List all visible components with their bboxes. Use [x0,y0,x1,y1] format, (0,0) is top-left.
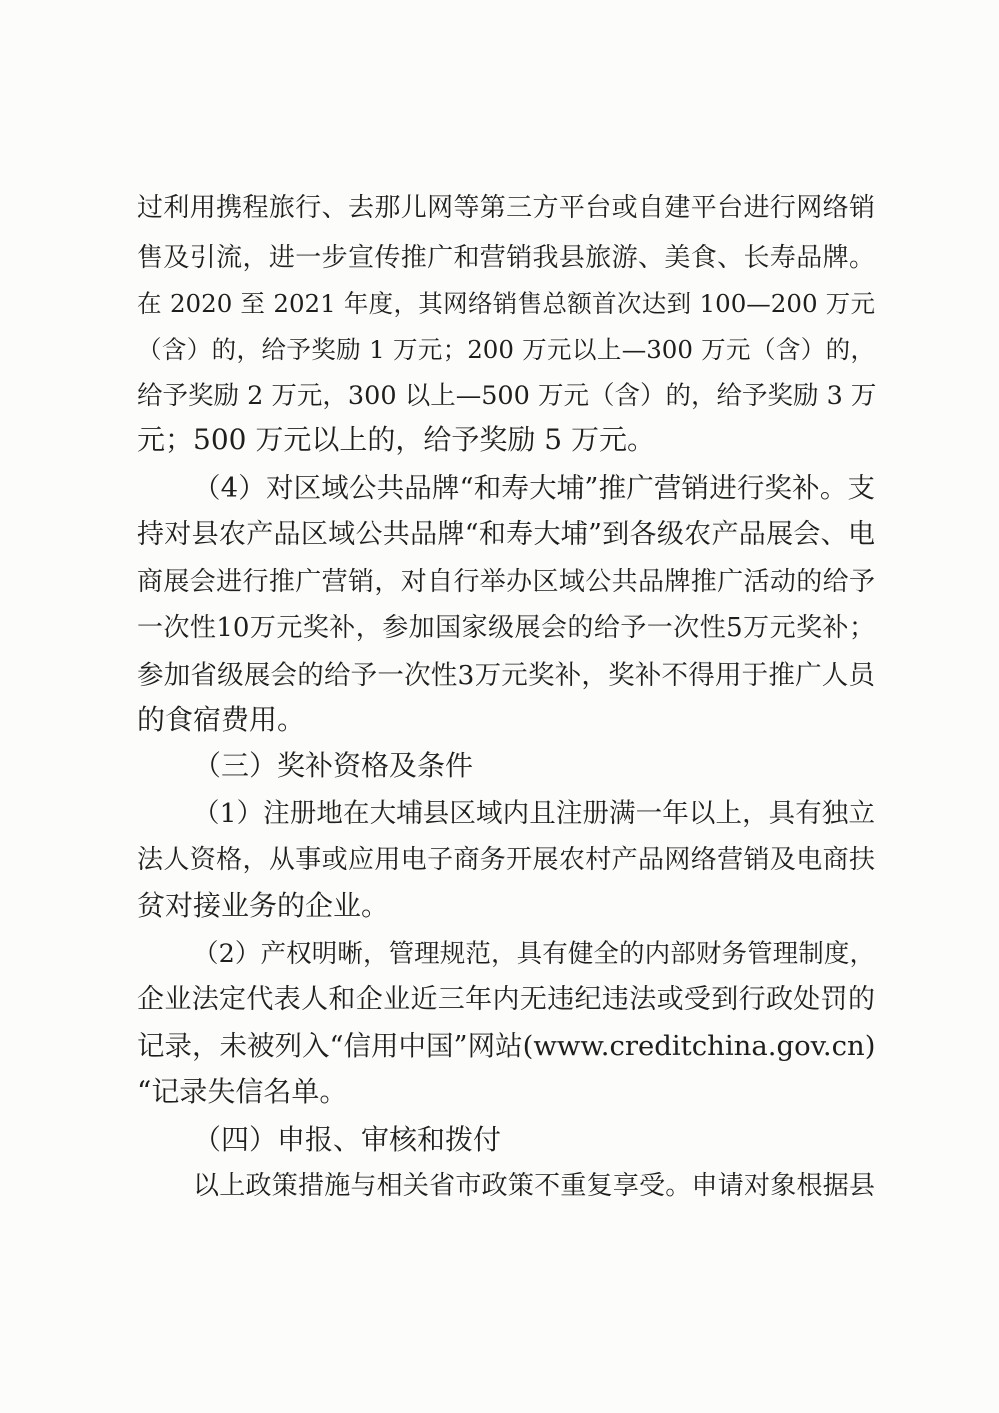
body-line: 元；500 万元以上的，给予奖励 5 万元。 [137,423,655,456]
body-line: “记录失信名单。 [137,1075,348,1108]
body-line: 持对县农产品区域公共品牌“和寿大埔”到各级农产品展会、电 [137,519,875,550]
body-line: （含）的，给予奖励 1 万元；200 万元以上—300 万元（含）的， [137,335,875,364]
body-line: 企业法定代表人和企业近三年内无违纪违法或受到行政处罚的 [137,984,875,1015]
body-line: 在 2020 至 2021 年度，其网络销售总额首次达到 100—200 万元 [137,289,875,318]
body-line: （1）注册地在大埔县区域内且注册满一年以上，具有独立 [193,798,875,829]
body-line: 的食宿费用。 [137,703,306,736]
body-line: （2）产权明晰，管理规范，具有健全的内部财务管理制度， [193,939,875,969]
body-line: 过利用携程旅行、去那儿网等第三方平台或自建平台进行网络销 [137,193,875,223]
body-line: 法人资格，从事或应用电子商务开展农村产品网络营销及电商扶 [137,845,875,875]
body-line: 贫对接业务的企业。 [137,889,390,922]
body-line: 参加省级展会的给予一次性3万元奖补，奖补不得用于推广人员 [137,660,875,691]
body-line: 给予奖励 2 万元，300 以上—500 万元（含）的，给予奖励 3 万 [137,381,877,411]
section-heading: （四）申报、审核和拨付 [193,1123,502,1156]
section-heading: （三）奖补资格及条件 [193,749,474,782]
body-line: 售及引流，进一步宣传推广和营销我县旅游、美食、长寿品牌。 [137,243,875,273]
body-line: 商展会进行推广营销，对自行举办区域公共品牌推广活动的给予 [137,567,875,597]
body-line: 一次性10万元奖补，参加国家级展会的给予一次性5万元奖补； [137,613,875,643]
body-line: 以上政策措施与相关省市政策不重复享受。申请对象根据县 [193,1171,875,1201]
body-line: 记录，未被列入“信用中国”网站(www.creditchina.gov.cn) [137,1030,876,1062]
body-line: （4）对区域公共品牌“和寿大埔”推广营销进行奖补。支 [193,472,875,504]
